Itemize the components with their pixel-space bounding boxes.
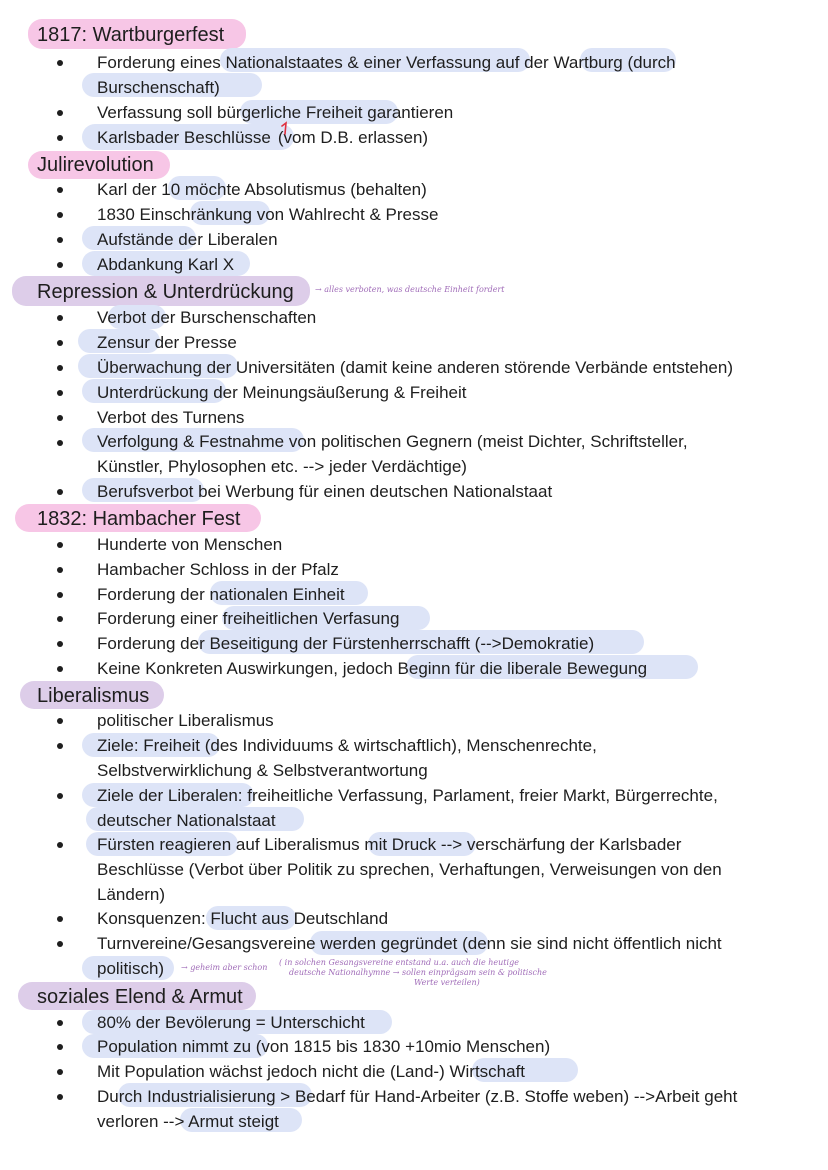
list-item-continuation: Künstler, Phylosophen etc. --> jeder Verdächtige) xyxy=(97,457,467,476)
section-heading: Repression & Unterdrückung xyxy=(37,281,294,303)
bullet xyxy=(57,390,63,396)
list-item: Hambacher Schloss in der Pfalz xyxy=(97,560,339,579)
list-item: Verbot des Turnens xyxy=(97,408,245,427)
list-item-continuation: politisch) xyxy=(97,959,165,978)
bullet xyxy=(57,237,63,243)
list-item: Forderung einer freiheitlichen Verfasung xyxy=(97,609,400,628)
list-item: Abdankung Karl X xyxy=(97,255,235,274)
bullet xyxy=(57,315,63,321)
list-item: Verfassung soll bürgerliche Freiheit garantieren xyxy=(97,103,454,122)
bullet xyxy=(57,743,63,749)
list-item: Unterdrückung der Meinungsäußerung & Freiheit xyxy=(97,383,467,402)
list-item: Karl der 10 möchte Absolutismus (behalten) xyxy=(97,180,427,199)
list-item: Durch Industrialisierung > Bedarf für Hand-Arbeiter (z.B. Stoffe weben) -->Arbeit geht xyxy=(97,1087,738,1106)
bullet xyxy=(57,440,63,446)
list-item: Mit Population wächst jedoch nicht die (Land-) Wirtschaft xyxy=(97,1062,526,1081)
bullet xyxy=(57,641,63,647)
bullet xyxy=(57,916,63,922)
list-item: Zensur der Presse xyxy=(97,333,237,352)
list-item: 1830 Einschränkung von Wahlrecht & Presse xyxy=(97,205,439,224)
list-item: 80% der Bevölerung = Unterschicht xyxy=(97,1013,365,1032)
section-heading: 1832: Hambacher Fest xyxy=(37,508,241,530)
bullet xyxy=(57,135,63,141)
handwritten-note: → geheim aber schon xyxy=(181,963,268,972)
bullet xyxy=(57,542,63,548)
bullet xyxy=(57,1094,63,1100)
bullet xyxy=(57,340,63,346)
bullet xyxy=(57,941,63,947)
list-item: Fürsten reagieren auf Liberalismus mit Druck --> verschärfung der Karlsbader xyxy=(97,835,682,854)
list-item: Aufstände der Liberalen xyxy=(97,230,278,249)
handwritten-note: Werte verteilen) xyxy=(414,978,480,987)
list-item: Keine Konkreten Auswirkungen, jedoch Beginn für die liberale Bewegung xyxy=(97,659,648,678)
bullet xyxy=(57,212,63,218)
list-item: Forderung eines Nationalstaates & einer Verfassung auf der Wartburg (durch xyxy=(97,53,676,72)
bullet xyxy=(57,415,63,421)
bullet xyxy=(57,262,63,268)
list-item: Ziele der Liberalen: freiheitliche Verfassung, Parlament, freier Markt, Bürgerrechte, xyxy=(97,786,718,805)
handwritten-note: deutsche Nationalhymne → sollen einprägsam sein & politische xyxy=(289,968,547,977)
bullet xyxy=(57,110,63,116)
bullet xyxy=(57,616,63,622)
section-heading: 1817: Wartburgerfest xyxy=(37,24,225,46)
section-heading: Liberalismus xyxy=(37,685,150,707)
list-item: Forderung der Beseitigung der Fürstenherrschafft (-->Demokratie) xyxy=(97,634,595,653)
bullet xyxy=(57,718,63,724)
bullet xyxy=(57,187,63,193)
list-item: Ziele: Freiheit (des Individuums & wirtschaftlich), Menschenrechte, xyxy=(97,736,597,755)
handwritten-note: → alles verboten, was deutsche Einheit fordert xyxy=(315,285,505,294)
list-item-continuation: Selbstverwirklichung & Selbstverantwortung xyxy=(97,761,428,780)
bullet xyxy=(57,592,63,598)
list-item: politischer Liberalismus xyxy=(97,711,274,730)
bullet xyxy=(57,1069,63,1075)
list-item-continuation: Ländern) xyxy=(97,885,166,904)
section-heading: soziales Elend & Armut xyxy=(37,986,243,1008)
list-item: Verfolgung & Festnahme von politischen Gegnern (meist Dichter, Schriftsteller, xyxy=(97,432,688,451)
list-item: Turnvereine/Gesangsvereine werden gegründet (denn sie sind nicht öffentlich nicht xyxy=(97,934,722,953)
list-item-continuation: Burschenschaft) xyxy=(97,78,220,97)
list-item-continuation: deutscher Nationalstaat xyxy=(97,811,276,830)
list-item-continuation: verloren --> Armut steigt xyxy=(97,1112,279,1131)
bullet xyxy=(57,1020,63,1026)
section-heading: Julirevolution xyxy=(37,154,154,176)
list-item: Überwachung der Universitäten (damit keine anderen störende Verbände entstehen) xyxy=(97,358,734,377)
bullet xyxy=(57,489,63,495)
list-item: Karlsbader Beschlüsse (vom D.B. erlassen) xyxy=(97,128,429,147)
list-item: Hunderte von Menschen xyxy=(97,535,283,554)
list-item-continuation: Beschlüsse (Verbot über Politik zu sprechen, Verhaftungen, Verweisungen von den xyxy=(97,860,722,879)
bullet xyxy=(57,666,63,672)
bullet xyxy=(57,567,63,573)
list-item: Berufsverbot bei Werbung für einen deutschen Nationalstaat xyxy=(97,482,553,501)
list-item: Verbot der Burschenschaften xyxy=(97,308,317,327)
list-item: Population nimmt zu (von 1815 bis 1830 +10mio Menschen) xyxy=(97,1037,551,1056)
bullet xyxy=(57,365,63,371)
list-item: Forderung der nationalen Einheit xyxy=(97,585,345,604)
bullet xyxy=(57,60,63,66)
bullet xyxy=(57,842,63,848)
list-item: Konsquenzen: Flucht aus Deutschland xyxy=(97,909,389,928)
handwritten-note: ( in solchen Gesangsvereine entstand u.a. auch die heutige xyxy=(279,958,519,967)
bullet xyxy=(57,793,63,799)
correction-mark-icon xyxy=(281,121,290,135)
bullet xyxy=(57,1044,63,1050)
